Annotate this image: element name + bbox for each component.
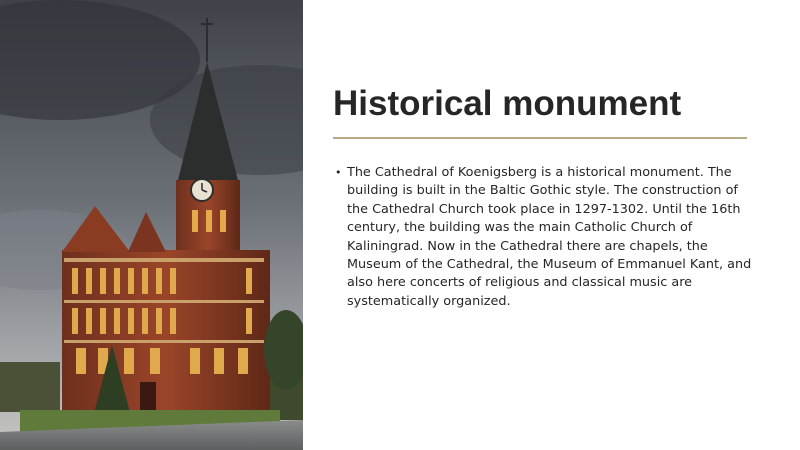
nave [62,250,270,410]
bullet-list [335,164,755,311]
cathedral-illustration [0,0,303,450]
main-door [140,382,156,410]
distant-trees [0,362,60,412]
cathedral-photo [0,0,303,450]
bullet-symbol: • [335,166,342,179]
title-divider [333,137,747,139]
bullet-text: The Cathedral of Koenigsberg is a historical monument. The building is built in the Baltic Gothic style. The construction of the Cathedral Church took place in 1297-1302. Until the 16th century, the building was the main Catholic Church of Kaliningrad. Now in the Cathedral there are chapels, the Museum of the Cathedral, the Museum of Emmanuel Kant, and also here concerts of religious and classical music are systematically organized. [347,165,752,309]
slide-title: Historical monument [333,84,682,123]
bullet-item [335,164,755,311]
